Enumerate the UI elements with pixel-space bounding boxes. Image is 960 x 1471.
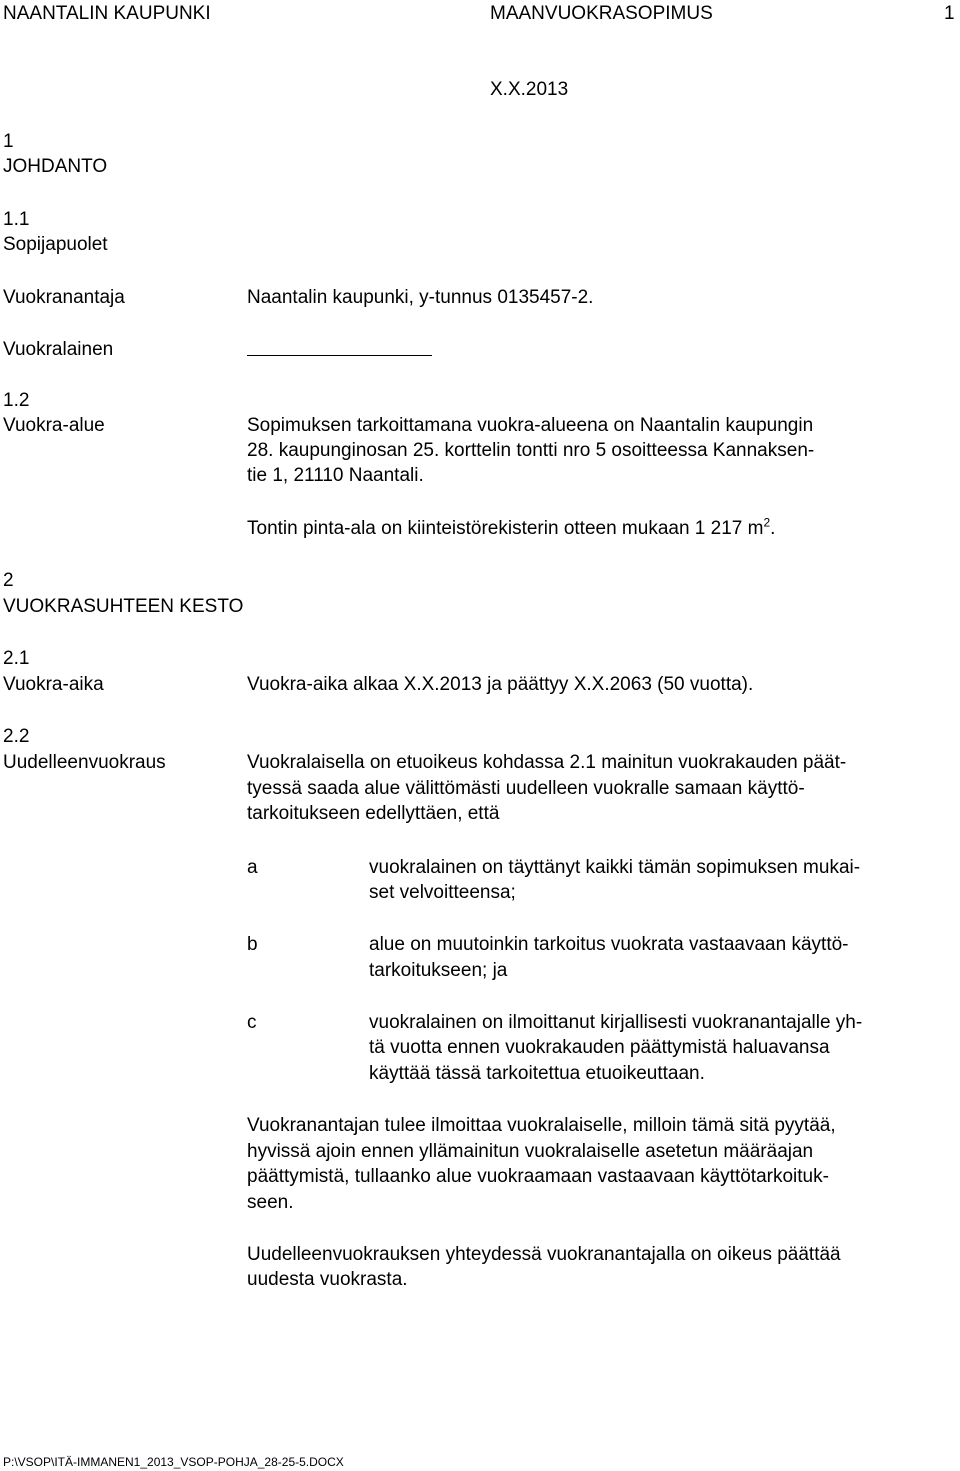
section-2-1-number: 2.1 [3,648,30,669]
new-rent-line-1: Uudelleenvuokrauksen yhteydessä vuokranantajalla on oikeus päättää [247,1244,841,1265]
renewal-intro-line-1: Vuokralaisella on etuoikeus kohdassa 2.1 mainitun vuokrakauden päät- [247,752,847,773]
list-item-c-line-3: käyttää tässä tarkoitettua etuoikeuttaan. [369,1063,705,1084]
section-1-title: JOHDANTO [3,156,108,177]
renewal-intro-line-2: tyessä saada alue välittömästi uudelleen vuokralle samaan käyttö- [247,778,805,799]
list-item-a-label: a [247,857,258,878]
lessor-notice-line-4: seen. [247,1192,294,1213]
section-2-title: VUOKRASUHTEEN KESTO [3,596,244,617]
section-1-1-title: Sopijapuolet [3,234,108,255]
lessor-notice-line-3: päättymistä, tullaanko alue vuokraamaan vastaavaan käyttötarkoituk- [247,1166,829,1187]
section-2-2-number: 2.2 [3,726,30,747]
area-line-1: Sopimuksen tarkoittamana vuokra-alueena on Naantalin kaupungin [247,415,814,436]
plot-area-end: . [770,518,776,539]
area-line-3: tie 1, 21110 Naantali. [247,465,424,486]
footer-file-path: P:\VSOP\ITÄ-IMMANEN1_2013_VSOP-POHJA_28-25-5.DOCX [3,1455,344,1469]
plot-area-superscript: 2 [763,515,771,530]
section-1-1-number: 1.1 [3,209,30,230]
plot-area-main: Tontin pinta-ala on kiinteistörekisterin otteen mukaan 1 217 m [247,518,764,539]
renewal-intro-line-3: tarkoitukseen edellyttäen, että [247,803,500,824]
lease-term-text: Vuokra-aika alkaa X.X.2013 ja päättyy X.X.2063 (50 vuotta). [247,674,754,695]
document-title: MAANVUOKRASOPIMUS [490,3,713,24]
lessor-notice-line-1: Vuokranantajan tulee ilmoittaa vuokralaiselle, milloin tämä sitä pyytää, [247,1115,836,1136]
list-item-b-line-1: alue on muutoinkin tarkoitus vuokrata vastaavaan käyttö- [369,934,849,955]
section-1-number: 1 [3,131,14,152]
area-line-2: 28. kaupunginosan 25. korttelin tontti nro 5 osoitteessa Kannaksen- [247,440,815,461]
list-item-b-label: b [247,934,258,955]
lessor-value: Naantalin kaupunki, y-tunnus 0135457-2. [247,287,594,308]
organization-name: NAANTALIN KAUPUNKI [3,3,211,24]
section-1-2-title: Vuokra-alue [3,415,105,436]
lessor-notice-line-2: hyvissä ajoin ennen yllämainitun vuokralaiselle asetetun määräajan [247,1141,814,1162]
list-item-c-line-1: vuokralainen on ilmoittanut kirjallisesti vuokranantajalle yh- [369,1012,863,1033]
plot-area-text [247,516,775,541]
lessee-blank-line [247,355,432,356]
new-rent-line-2: uudesta vuokrasta. [247,1269,408,1290]
lessor-label: Vuokranantaja [3,287,125,308]
section-2-number: 2 [3,570,14,591]
list-item-c-label: c [247,1012,257,1033]
section-2-1-title: Vuokra-aika [3,674,104,695]
list-item-b-line-2: tarkoitukseen; ja [369,960,508,981]
list-item-a-line-1: vuokralainen on täyttänyt kaikki tämän sopimuksen mukai- [369,857,861,878]
lessee-label: Vuokralainen [3,339,114,360]
section-1-2-number: 1.2 [3,390,30,411]
list-item-c-line-2: tä vuotta ennen vuokrakauden päättymistä haluavansa [369,1037,830,1058]
page-number: 1 [944,3,955,24]
section-2-2-title: Uudelleenvuokraus [3,752,166,773]
list-item-a-line-2: set velvoitteensa; [369,882,516,903]
document-date: X.X.2013 [490,79,569,100]
